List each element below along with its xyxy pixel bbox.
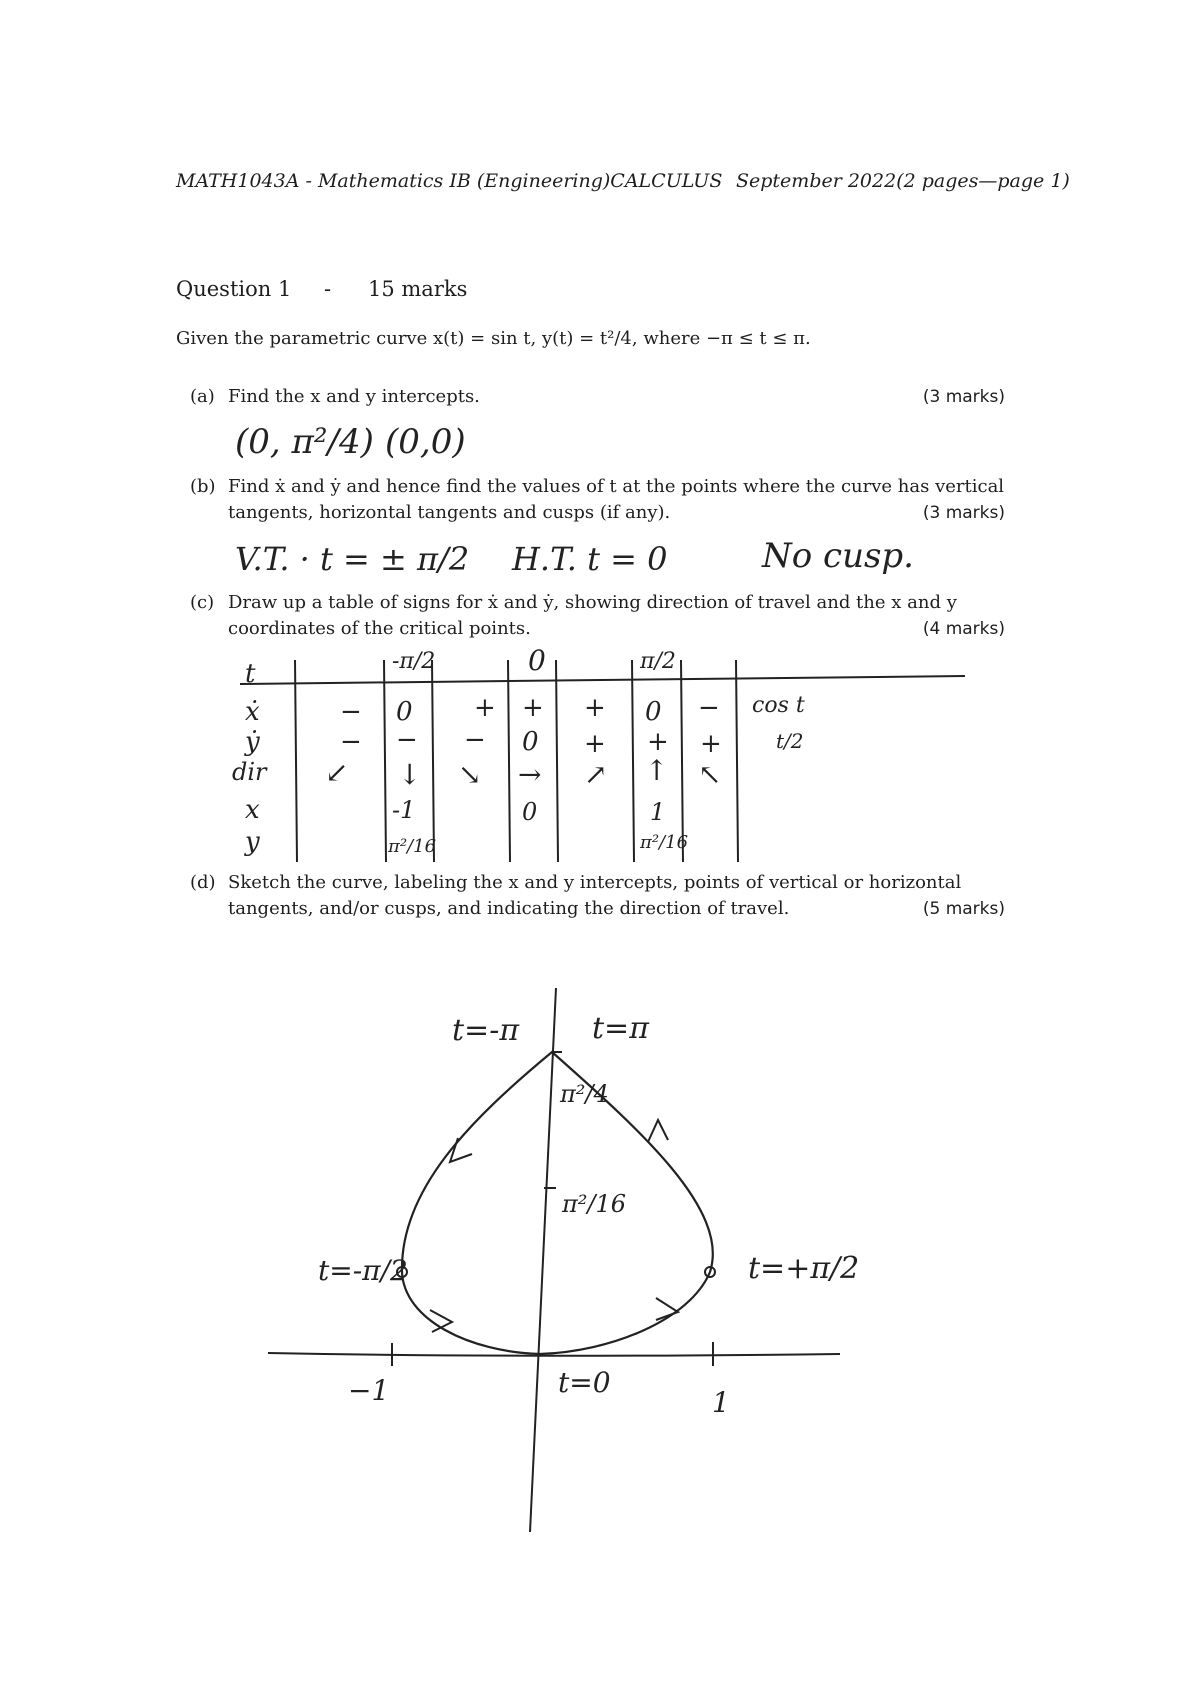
xdot-cell-3: + (474, 693, 496, 723)
label-t-pi: t=π (592, 1011, 649, 1046)
ydot-formula: t/2 (776, 729, 804, 753)
row-label-x: x (245, 795, 260, 825)
part-c-marks: (4 marks) (922, 619, 1005, 639)
col-line-4 (508, 660, 510, 862)
question-marks: 15 marks (368, 277, 468, 301)
dir-cell-5: ↗ (584, 758, 608, 791)
y-cell-left: π²/16 (388, 836, 437, 857)
header-t-pos-half: π/2 (640, 649, 676, 674)
col-line-1 (295, 660, 297, 862)
col-line-6 (632, 660, 634, 862)
dir-cell-7: ↖ (698, 758, 722, 791)
dir-cell-2: ↓ (398, 758, 422, 791)
xdot-cell-6: 0 (645, 697, 662, 727)
x-cell-neg-one: -1 (392, 796, 416, 824)
part-b (190, 474, 1005, 528)
header-t-zero: 0 (528, 644, 546, 677)
answer-a-first: (0, π²/4) (235, 422, 374, 462)
part-d-text: Sketch the curve, labeling the x and y intercepts, points of vertical or horizontal tangents, and/or cusps, and indicating the direction of travel. (228, 872, 962, 919)
xdot-cell-5: + (584, 693, 606, 723)
header-values (392, 644, 676, 677)
part-b-text: Find ẋ and ẏ and hence find the values of t at the points where the curve has vertical tangents, horizontal tangents and cusps (if any). (228, 476, 1005, 523)
y-axis (530, 988, 556, 1532)
ydot-row (340, 725, 804, 759)
label-pi2-4: π²/4 (560, 1080, 609, 1108)
label-t-neg-half-pi: t=-π/2 (318, 1254, 408, 1287)
row-label-xdot: ẋ (245, 697, 260, 727)
part-c-label: (c) (190, 592, 215, 613)
row-label-t: t (245, 659, 256, 689)
dir-arrow-upper-right (648, 1120, 668, 1142)
dir-cell-4: → (518, 758, 542, 791)
course-title: MATH1043A - Mathematics IB (Engineering)CALCULUS (176, 170, 723, 192)
col-line-2 (384, 660, 386, 862)
dir-arrow-lower-right (656, 1298, 678, 1320)
ydot-cell-4: 0 (522, 727, 539, 757)
col-line-8 (736, 660, 738, 862)
col-line-5 (556, 660, 558, 862)
dir-arrow-upper-left (450, 1138, 472, 1162)
ydot-cell-7: + (700, 729, 722, 759)
part-b-marks: (3 marks) (922, 503, 1005, 523)
ydot-cell-3: − (464, 725, 486, 755)
header-t-neg-half: -π/2 (392, 649, 436, 674)
date-pages: September 2022(2 pages—page 1) (736, 170, 1070, 192)
header-rule (240, 676, 965, 684)
label-neg-one: −1 (348, 1374, 390, 1407)
xdot-cell-1: − (340, 697, 362, 727)
label-t-neg-pi: t=-π (452, 1013, 520, 1048)
xdot-cell-7: − (698, 693, 720, 723)
col-line-3 (432, 660, 434, 862)
ydot-cell-1: − (340, 727, 362, 757)
question-title (176, 277, 468, 301)
ydot-cell-2: − (396, 725, 418, 755)
given-statement: Given the parametric curve x(t) = sin t, y(t) = t²/4, where −π ≤ t ≤ π. (176, 328, 811, 349)
ydot-cell-5: + (584, 729, 606, 759)
parametric-curve (402, 1052, 713, 1354)
row-label-ydot: ẏ (245, 727, 260, 757)
part-a (190, 384, 1005, 410)
label-pi2-16: π²/16 (562, 1190, 627, 1218)
part-c-text: Draw up a table of signs for ẋ and ẏ, showing direction of travel and the x and y coordinates of the critical points. (228, 592, 957, 639)
label-t-pos-half-pi: t=+π/2 (748, 1251, 860, 1286)
part-a-marks: (3 marks) (922, 387, 1005, 407)
y-coord-row (387, 832, 688, 857)
part-b-label: (b) (190, 476, 216, 497)
sign-table (0, 640, 1200, 872)
y-cell-right: π²/16 (640, 832, 689, 853)
x-cell-zero: 0 (522, 798, 538, 826)
xdot-cell-4: + (522, 693, 544, 723)
xdot-row (340, 693, 805, 727)
x-cell-one: 1 (650, 798, 666, 826)
answer-b-vertical: V.T. · t = ± π/2 (235, 540, 470, 578)
question-number: Question 1 (176, 277, 292, 301)
row-labels (232, 659, 268, 857)
curve-sketch (0, 980, 1200, 1540)
dir-cell-3: ↘ (458, 758, 482, 791)
row-label-dir: dir (232, 758, 267, 786)
answer-b-cusp: No cusp. (762, 536, 914, 576)
answer-a-second: (0,0) (385, 422, 466, 462)
dir-cell-6: ↑ (645, 754, 669, 787)
row-label-y: y (245, 827, 260, 857)
part-a-text: Find the x and y intercepts. (228, 386, 480, 407)
part-d-label: (d) (190, 872, 216, 893)
xdot-formula: cos t (752, 693, 805, 718)
part-c (190, 590, 1005, 644)
dir-cell-1: ↙ (325, 756, 349, 789)
label-one: 1 (712, 1386, 730, 1419)
part-a-label: (a) (190, 386, 215, 407)
part-d-marks: (5 marks) (922, 899, 1005, 919)
ydot-cell-6: + (647, 727, 669, 757)
label-t-zero: t=0 (558, 1366, 611, 1399)
page-header (176, 170, 1070, 192)
question-dash: - (324, 277, 332, 301)
part-d (190, 870, 1005, 924)
answer-b-horizontal: H.T. t = 0 (512, 540, 668, 578)
xdot-cell-2: 0 (396, 697, 413, 727)
